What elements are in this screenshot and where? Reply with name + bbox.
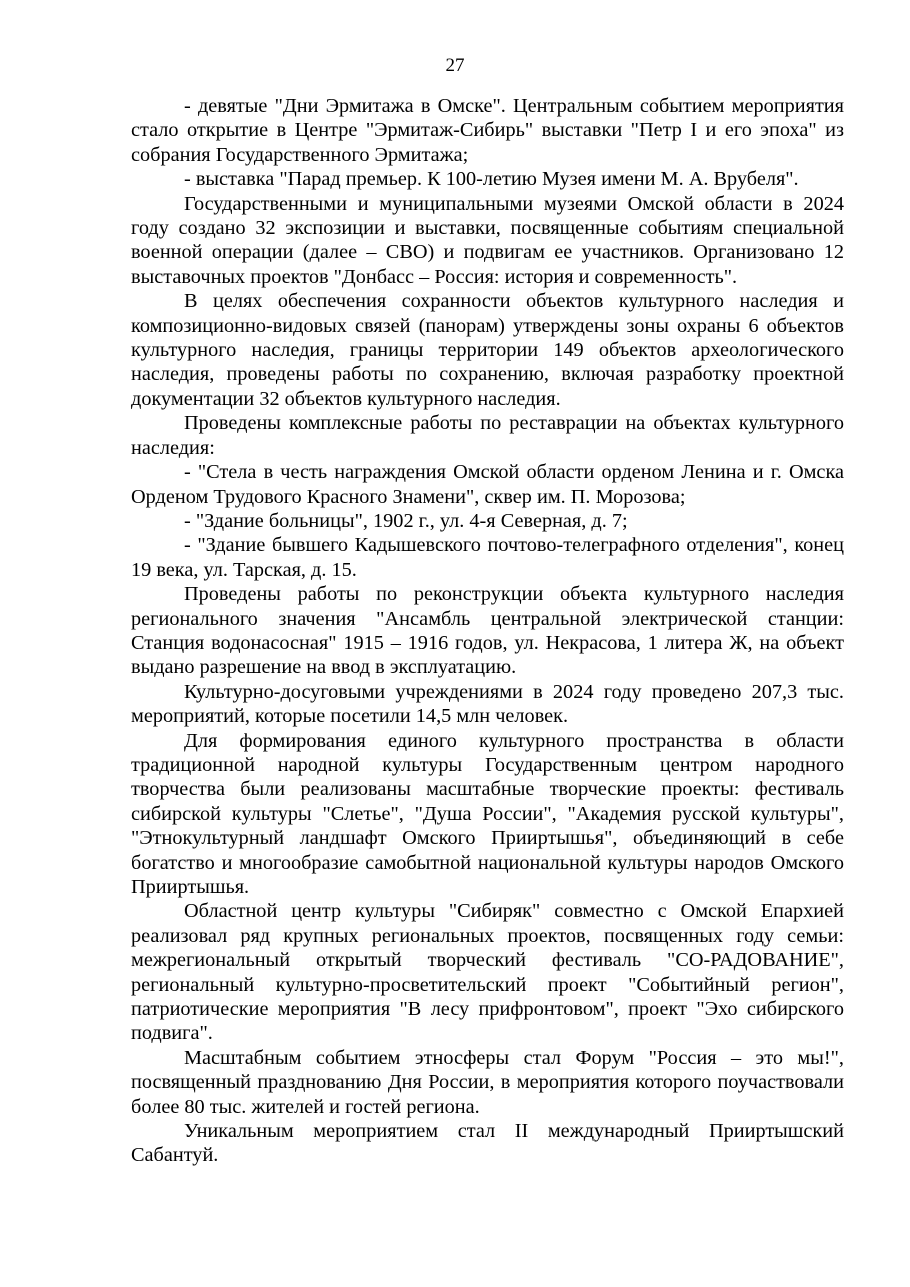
paragraph-museums-svo: Государственными и муниципальными музеями Омской области в 2024 году создано 32 экспозиции и выставки, посвященные событиям специальной военной операции (далее – СВО) и подвигам ее участников. Организовано 12 выставочных проектов "Донбасс – Россия: история и современность".	[131, 192, 844, 288]
list-item-post-office: - "Здание бывшего Кадышевского почтово-телеграфного отделения", конец 19 века, ул. Тарская, д. 15.	[131, 534, 844, 581]
paragraph-folk-culture: Для формирования единого культурного пространства в области традиционной народной культуры Государственным центром народного творчества были реализованы масштабные творческие проекты: фестиваль сибирской культуры "Слетье", "Душа России", "Академия русской культуры", "Этнокультурный ландшафт Омского Прииртышья", объединяющий в себе богатство и многообразие самобытной национальной культуры народов Омского Прииртышья.	[131, 729, 844, 898]
list-item-hospital: - "Здание больницы", 1902 г., ул. 4-я Северная, д. 7;	[184, 509, 628, 532]
page-number: 27	[445, 55, 465, 76]
list-item-stela: - "Стела в честь награждения Омской области орденом Ленина и г. Омска Орденом Трудового Красного Знамени", сквер им. П. Морозова;	[131, 461, 844, 508]
paragraph-sabantuy: Уникальным мероприятием стал II международный Прииртышский Сабантуй.	[131, 1120, 844, 1167]
paragraph-ethnosphere-forum: Масштабным событием этносферы стал Форум "Россия – это мы!", посвященный празднованию Дня России, в мероприятия которого поучаствовали более 80 тыс. жителей и гостей региона.	[131, 1046, 844, 1118]
list-item-hermitage-days: - девятые "Дни Эрмитажа в Омске". Центральным событием мероприятия стало открытие в Центре "Эрмитаж-Сибирь" выставки "Петр I и его эпоха" из собрания Государственного Эрмитажа;	[131, 95, 844, 166]
paragraph-leisure-events: Культурно-досуговыми учреждениями в 2024 году проведено 207,3 тыс. мероприятий, которые посетили 14,5 млн человек.	[131, 680, 844, 728]
paragraph-restoration-intro: Проведены комплексные работы по реставрации на объектах культурного наследия:	[131, 412, 844, 459]
document-body	[131, 94, 844, 1168]
paragraph-heritage-protection: В целях обеспечения сохранности объектов культурного наследия и композиционно-видовых связей (панорам) утверждены зоны охраны 6 объектов культурного наследия, границы территории 149 объектов археологического наследия, проведены работы по сохранению, включая разработку проектной документации 32 объектов культурного наследия.	[131, 290, 844, 410]
list-item-vrubel-exhibition: - выставка "Парад премьер. К 100-летию Музея имени М. А. Врубеля".	[184, 168, 799, 191]
paragraph-sibiryak-center: Областной центр культуры "Сибиряк" совместно с Омской Епархией реализовал ряд крупных региональных проектов, посвященных году семьи: межрегиональный открытый творческий фестиваль "СО-РАДОВАНИЕ", региональный культурно-просветительский проект "Событийный регион", патриотические мероприятия "В лесу прифронтовом", проект "Эхо сибирского подвига".	[131, 900, 844, 1045]
paragraph-reconstruction: Проведены работы по реконструкции объекта культурного наследия регионального значения "Ансамбль центральной электрической станции: Станция водонасосная" 1915 – 1916 годов, ул. Некрасова, 1 литера Ж, на объект выдано разрешение на ввод в эксплуатацию.	[131, 583, 844, 679]
